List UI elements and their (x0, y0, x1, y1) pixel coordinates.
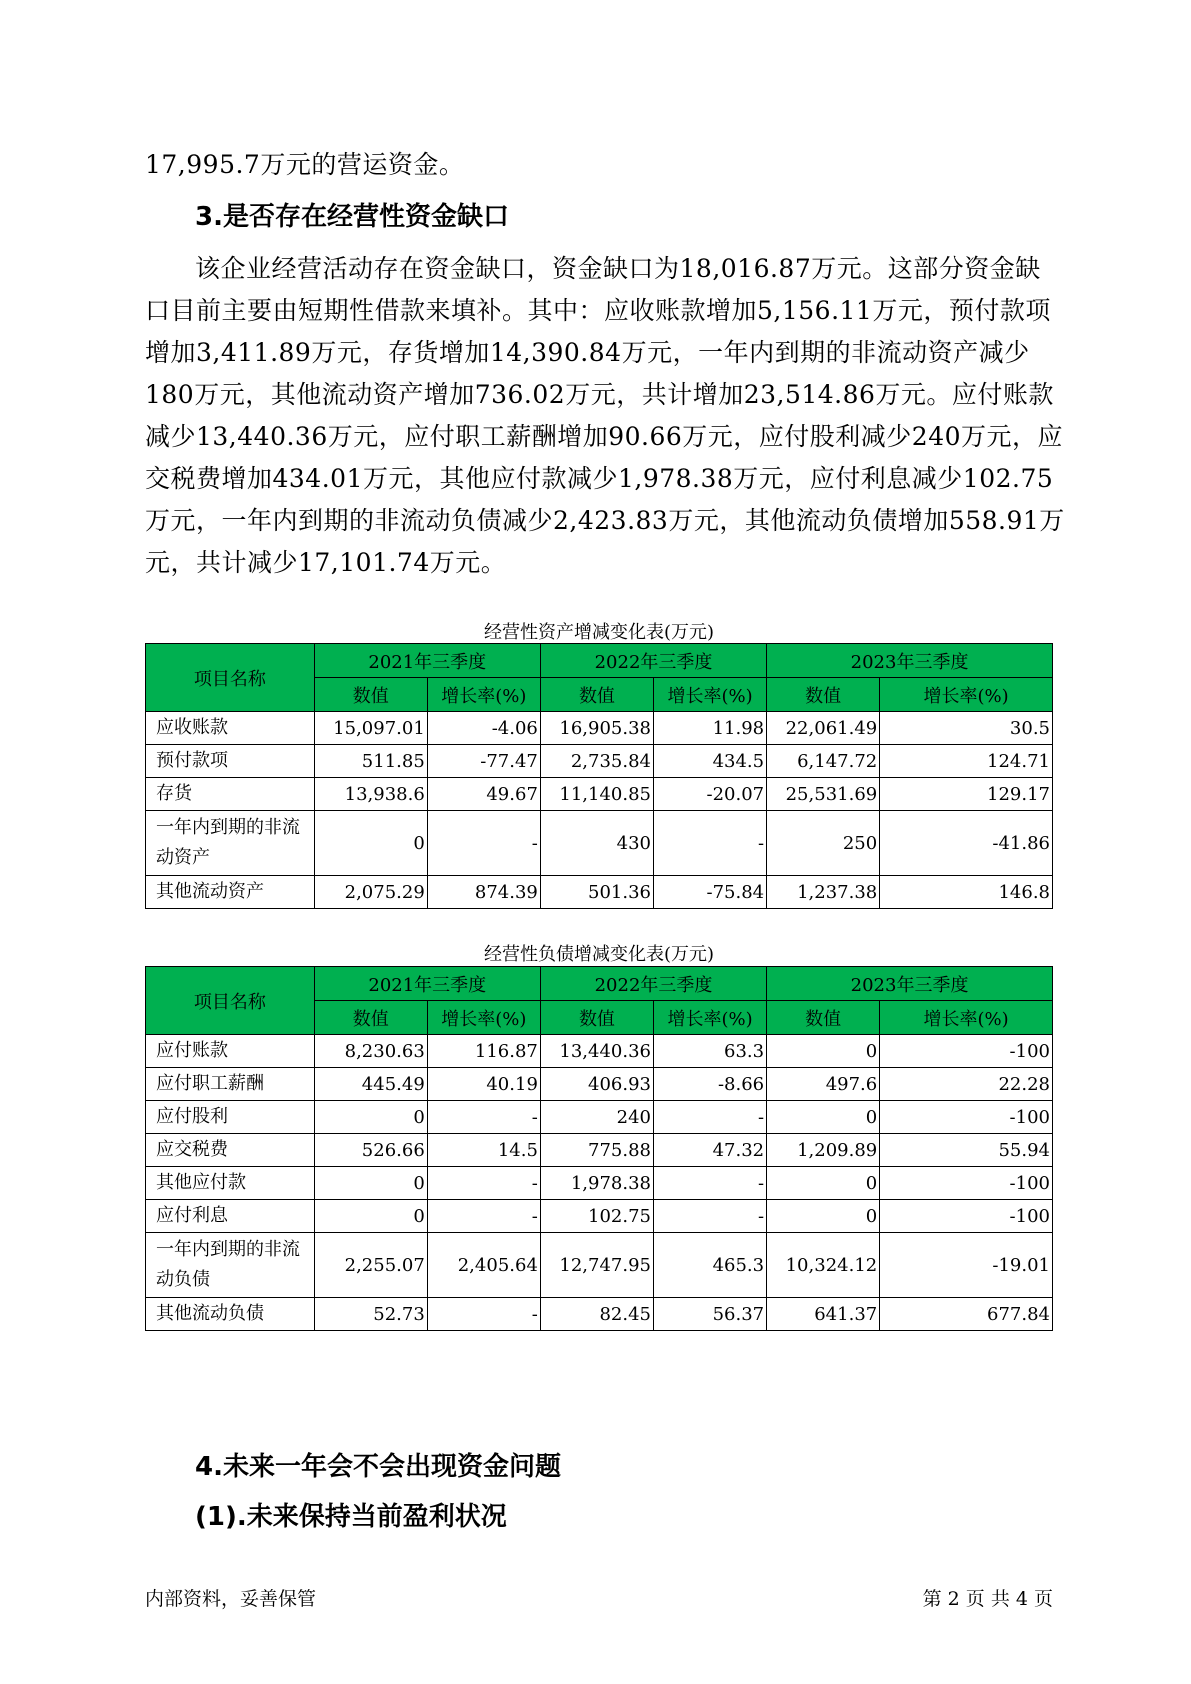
table-row (146, 1134, 1053, 1167)
table-cell: 434.5 (654, 745, 767, 778)
subheader-value: 数值 (314, 678, 427, 712)
table-cell: 49.67 (427, 778, 540, 811)
section4-subheading: (1).未来保持当前盈利状况 (195, 1502, 507, 1532)
table-cell: 47.32 (654, 1134, 767, 1167)
column-header-item: 项目名称 (146, 644, 315, 712)
table-cell: 13,938.6 (314, 778, 427, 811)
section3-heading: 3.是否存在经营性资金缺口 (195, 202, 509, 232)
row-label-line: 动资产 (156, 847, 210, 868)
footer-confidential-note: 内部资料，妥善保管 (145, 1588, 317, 1610)
table-cell: 0 (314, 1167, 427, 1200)
section3-paragraph: 该企业经营活动存在资金缺口，资金缺口为18,016.87万元。这部分资金缺口目前主要由短期性借款来填补。其中：应收账款增加5,156.11万元，预付款项增加3,411.89万元，存货增加14,390.84万元，一年内到期的非流动资产减少180万元，其他流动资产增加736.02万元，共计增加23,514.86万元。应付账款减少13,440.36万元，应付职工薪酬增加90.66万元，应付股利减少240万元，应交税费增加434.01万元，其他应付款减少1,978.38万元，应付利息减少102.75万元，一年内到期的非流动负债减少2,423.83万元，其他流动负债增加558.91万元，共计减少17,101.74万元。 (145, 254, 1065, 577)
table-cell: - (427, 1167, 540, 1200)
period-header: 2021年三季度 (314, 644, 540, 678)
table-cell: 55.94 (880, 1134, 1053, 1167)
period-header: 2022年三季度 (540, 644, 766, 678)
table-cell: 102.75 (540, 1200, 653, 1233)
table-row (146, 1035, 1053, 1068)
table-cell: -100 (880, 1101, 1053, 1134)
table-row (146, 1233, 1053, 1298)
subheader-growth: 增长率(%) (880, 678, 1053, 712)
asset-change-table (145, 643, 1053, 909)
table-cell: -41.86 (880, 811, 1053, 876)
table-cell: 2,735.84 (540, 745, 653, 778)
table-cell: 11,140.85 (540, 778, 653, 811)
subheader-value: 数值 (540, 678, 653, 712)
table-cell: - (427, 811, 540, 876)
table-cell: 52.73 (314, 1298, 427, 1331)
row-label: 其他流动资产 (146, 876, 315, 909)
table-row (146, 1298, 1053, 1331)
table-cell: 30.5 (880, 712, 1053, 745)
row-label: 应收账款 (146, 712, 315, 745)
row-label: 其他流动负债 (146, 1298, 315, 1331)
subheader-growth: 增长率(%) (427, 678, 540, 712)
table-cell: -8.66 (654, 1068, 767, 1101)
period-header: 2022年三季度 (540, 967, 766, 1001)
table-row (146, 1167, 1053, 1200)
row-label-line: 一年内到期的非流 (156, 1239, 300, 1260)
subheader-value: 数值 (540, 1001, 653, 1035)
table-cell: 0 (767, 1200, 880, 1233)
subheader-value: 数值 (767, 1001, 880, 1035)
row-label: 存货 (146, 778, 315, 811)
row-label: 应交税费 (146, 1134, 315, 1167)
table-cell: 13,440.36 (540, 1035, 653, 1068)
table-cell: -100 (880, 1167, 1053, 1200)
table-cell: -75.84 (654, 876, 767, 909)
table-cell: 430 (540, 811, 653, 876)
table-cell: 11.98 (654, 712, 767, 745)
row-label: 预付款项 (146, 745, 315, 778)
table-cell: - (654, 1200, 767, 1233)
table-cell: 15,097.01 (314, 712, 427, 745)
table-cell: 497.6 (767, 1068, 880, 1101)
table-cell: 16,905.38 (540, 712, 653, 745)
table-cell: 10,324.12 (767, 1233, 880, 1298)
section4-heading: 4.未来一年会不会出现资金问题 (195, 1452, 561, 1482)
row-label (146, 1233, 315, 1298)
subheader-growth: 增长率(%) (654, 1001, 767, 1035)
subheader-growth: 增长率(%) (880, 1001, 1053, 1035)
subheader-value: 数值 (314, 1001, 427, 1035)
intro-line: 17,995.7万元的营运资金。 (145, 150, 465, 179)
subheader-growth: 增长率(%) (427, 1001, 540, 1035)
column-header-item: 项目名称 (146, 967, 315, 1035)
table-cell: 63.3 (654, 1035, 767, 1068)
table-cell: 8,230.63 (314, 1035, 427, 1068)
table-cell: 12,747.95 (540, 1233, 653, 1298)
table-cell: 0 (767, 1167, 880, 1200)
table-row (146, 745, 1053, 778)
liability-table-caption: 经营性负债增减变化表(万元) (483, 944, 715, 965)
subheader-value: 数值 (767, 678, 880, 712)
table-cell: 526.66 (314, 1134, 427, 1167)
table-cell: 1,978.38 (540, 1167, 653, 1200)
table-cell: 0 (767, 1035, 880, 1068)
period-header: 2021年三季度 (314, 967, 540, 1001)
table-cell: 22.28 (880, 1068, 1053, 1101)
table-row (146, 811, 1053, 876)
table-cell: 775.88 (540, 1134, 653, 1167)
table-cell: 1,209.89 (767, 1134, 880, 1167)
table-cell: 511.85 (314, 745, 427, 778)
table-cell: 129.17 (880, 778, 1053, 811)
table-cell: 0 (767, 1101, 880, 1134)
row-label: 应付职工薪酬 (146, 1068, 315, 1101)
table-cell: 6,147.72 (767, 745, 880, 778)
footer-page-number: 第 2 页 共 4 页 (922, 1588, 1053, 1610)
asset-table-caption: 经营性资产增减变化表(万元) (483, 622, 715, 643)
table-cell: 0 (314, 811, 427, 876)
table-cell: 0 (314, 1101, 427, 1134)
table-row (146, 1200, 1053, 1233)
table-cell: 146.8 (880, 876, 1053, 909)
row-label: 应付账款 (146, 1035, 315, 1068)
subheader-growth: 增长率(%) (654, 678, 767, 712)
table-cell: 641.37 (767, 1298, 880, 1331)
table-cell: - (427, 1101, 540, 1134)
table-cell: 22,061.49 (767, 712, 880, 745)
table-cell: 2,075.29 (314, 876, 427, 909)
row-label-line: 动负债 (156, 1269, 210, 1290)
row-label: 应付利息 (146, 1200, 315, 1233)
table-row (146, 876, 1053, 909)
table-cell: 2,405.64 (427, 1233, 540, 1298)
table-cell: 0 (314, 1200, 427, 1233)
row-label: 其他应付款 (146, 1167, 315, 1200)
table-cell: 2,255.07 (314, 1233, 427, 1298)
table-cell: -19.01 (880, 1233, 1053, 1298)
table-cell: 501.36 (540, 876, 653, 909)
table-cell: 124.71 (880, 745, 1053, 778)
table-cell: - (654, 1167, 767, 1200)
table-cell: -100 (880, 1035, 1053, 1068)
period-header: 2023年三季度 (767, 644, 1053, 678)
table-cell: 40.19 (427, 1068, 540, 1101)
table-cell: -100 (880, 1200, 1053, 1233)
table-cell: 677.84 (880, 1298, 1053, 1331)
table-cell: -4.06 (427, 712, 540, 745)
table-cell: 116.87 (427, 1035, 540, 1068)
table-cell: - (427, 1298, 540, 1331)
table-cell: 82.45 (540, 1298, 653, 1331)
table-cell: 14.5 (427, 1134, 540, 1167)
table-cell: 406.93 (540, 1068, 653, 1101)
table-cell: - (654, 811, 767, 876)
table-cell: - (654, 1101, 767, 1134)
row-label-line: 一年内到期的非流 (156, 817, 300, 838)
row-label (146, 811, 315, 876)
table-cell: 240 (540, 1101, 653, 1134)
table-cell: 874.39 (427, 876, 540, 909)
table-row (146, 1068, 1053, 1101)
table-row (146, 712, 1053, 745)
table-row (146, 778, 1053, 811)
table-cell: -77.47 (427, 745, 540, 778)
table-cell: 250 (767, 811, 880, 876)
table-cell: - (427, 1200, 540, 1233)
table-cell: 1,237.38 (767, 876, 880, 909)
period-header: 2023年三季度 (767, 967, 1053, 1001)
table-cell: 56.37 (654, 1298, 767, 1331)
table-cell: 445.49 (314, 1068, 427, 1101)
table-row (146, 1101, 1053, 1134)
table-cell: -20.07 (654, 778, 767, 811)
table-cell: 25,531.69 (767, 778, 880, 811)
row-label: 应付股利 (146, 1101, 315, 1134)
table-cell: 465.3 (654, 1233, 767, 1298)
liability-change-table (145, 966, 1053, 1331)
